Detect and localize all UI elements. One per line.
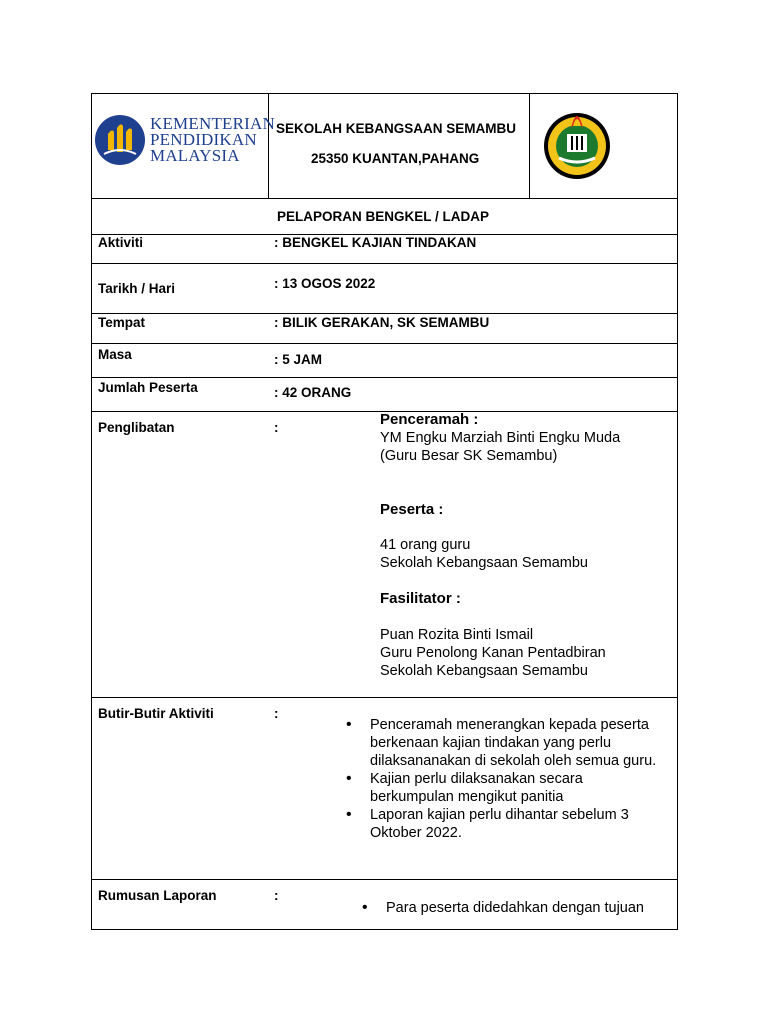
school-crest: [541, 100, 613, 180]
masa-value: : 5 JAM: [274, 352, 323, 367]
penceramah-name: YM Engku Marziah Binti Engku Muda: [380, 430, 621, 446]
butir-item-1-line-1: • Penceramah menerangkan kepada peserta: [370, 717, 649, 733]
penglibatan-colon: :: [274, 420, 279, 435]
butir-item-3-line-1: • Laporan kajian perlu dihantar sebelum 3: [370, 807, 629, 823]
fasilitator-heading: Fasilitator :: [380, 590, 461, 607]
rumusan-item-1: Para peserta didedahkan dengan tujuan: [386, 900, 644, 916]
butir-label: Butir-Butir Aktiviti: [98, 706, 214, 721]
school-name: SEKOLAH KEBANGSAAN SEMAMBU: [276, 121, 517, 136]
butir-item-1-line-3: dilaksananakan di sekolah oleh semua guru.: [370, 753, 657, 769]
divider-butir: [92, 879, 677, 880]
ministry-logo: [94, 114, 275, 168]
fasilitator-line-3: Sekolah Kebangsaan Semambu: [380, 663, 588, 679]
ministry-logo-line-1: KEMENTERIAN: [150, 114, 275, 133]
aktiviti-label: Aktiviti: [98, 235, 144, 250]
peserta-heading: Peserta :: [380, 501, 444, 518]
penceramah-heading: Penceramah :: [380, 411, 479, 428]
ministry-emblem-icon: [94, 114, 146, 166]
masa-label: Masa: [98, 347, 132, 362]
ministry-logo-line-3: MALAYSIA: [150, 146, 240, 165]
list-item: [342, 806, 672, 842]
tempat-value: : BILIK GERAKAN, SK SEMAMBU: [274, 315, 490, 330]
penceramah-role: (Guru Besar SK Semambu): [380, 448, 558, 464]
butir-item-3-line-2: Oktober 2022.: [370, 825, 462, 841]
butir-list: [342, 716, 672, 842]
jumlah-value: : 42 ORANG: [274, 385, 352, 400]
fasilitator-line-1: Puan Rozita Binti Ismail: [380, 627, 534, 643]
divider-penglibatan: [92, 697, 677, 698]
rumusan-label: Rumusan Laporan: [98, 888, 217, 903]
list-item: [342, 770, 672, 806]
tempat-label: Tempat: [98, 315, 146, 330]
list-item: [342, 716, 672, 770]
tarikh-value: : 13 OGOS 2022: [274, 276, 376, 291]
divider-tempat: [92, 343, 677, 344]
divider-aktiviti: [92, 263, 677, 264]
ministry-logo-line-2: PENDIDIKAN: [150, 130, 257, 149]
peserta-line-1: 41 orang guru: [380, 537, 471, 553]
penglibatan-label: Penglibatan: [98, 420, 175, 435]
school-crest-icon: [541, 100, 613, 180]
aktiviti-value: : BENGKEL KAJIAN TINDAKAN: [274, 235, 477, 250]
ministry-logo-text: [150, 116, 275, 164]
form-title: PELAPORAN BENGKEL / LADAP: [277, 209, 490, 224]
rumusan-colon: :: [274, 888, 279, 903]
butir-colon: :: [274, 706, 279, 721]
butir-item-2-line-1: • Kajian perlu dilaksanakan secara: [370, 771, 583, 787]
report-form: [91, 93, 678, 930]
divider-tarikh: [92, 313, 677, 314]
school-address: 25350 KUANTAN,PAHANG: [311, 151, 480, 166]
peserta-line-2: Sekolah Kebangsaan Semambu: [380, 555, 588, 571]
jumlah-label: Jumlah Peserta: [98, 380, 198, 395]
butir-item-1-line-2: berkenaan kajian tindakan yang perlu: [370, 735, 612, 751]
fasilitator-line-2: Guru Penolong Kanan Pentadbiran: [380, 645, 606, 661]
rumusan-list: [358, 899, 658, 917]
tarikh-label: Tarikh / Hari: [98, 281, 176, 296]
divider-title-top: [92, 198, 677, 199]
divider-masa: [92, 377, 677, 378]
header-divider-right: [529, 94, 530, 198]
list-item: [358, 899, 658, 917]
butir-item-2-line-2: berkumpulan mengikut panitia: [370, 789, 564, 805]
